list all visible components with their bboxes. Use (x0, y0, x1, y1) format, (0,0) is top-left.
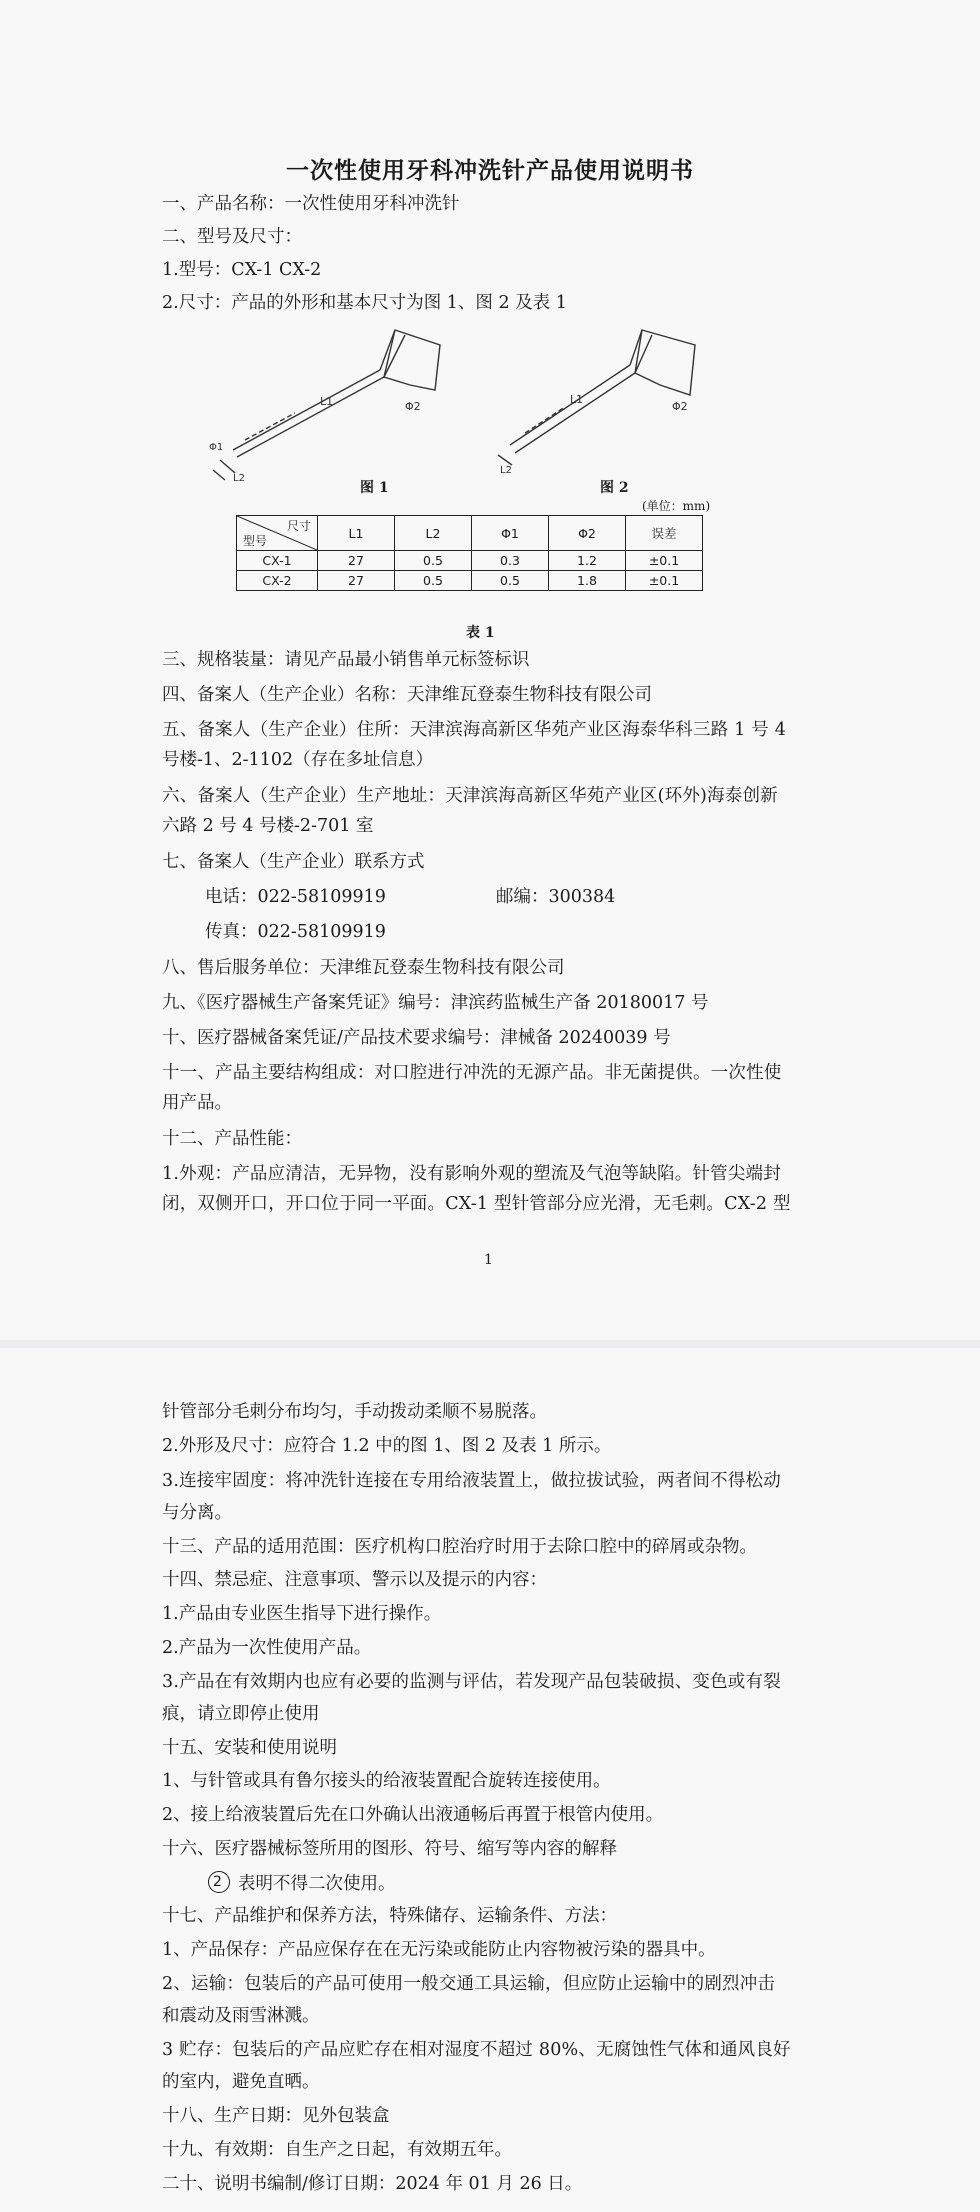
table-header: Φ2 (549, 516, 626, 551)
table-cell: ±0.1 (626, 571, 703, 591)
text-line: 一、产品名称：一次性使用牙科冲洗针 (162, 194, 460, 214)
table-header: 误差 (626, 516, 703, 551)
page-number: 1 (484, 1252, 493, 1268)
document-title: 一次性使用牙科冲洗针产品使用说明书 (286, 157, 694, 184)
contact-fax: 传真：022-58109919 (205, 922, 386, 942)
text-line: 十一、产品主要结构组成：对口腔进行冲洗的无源产品。非无菌提供。一次性使 (162, 1063, 782, 1083)
table-cell: 0.5 (395, 551, 472, 571)
table-cell: 27 (318, 571, 395, 591)
text-line: 十五、安装和使用说明 (162, 1738, 337, 1758)
contact-phone: 电话：022-58109919 (205, 887, 386, 907)
symbol-explanation (208, 1871, 396, 1896)
table-cell: 1.8 (549, 571, 626, 591)
text-line: 三、规格装量：请见产品最小销售单元标签标识 (162, 650, 530, 670)
text-line: 2.产品为一次性使用产品。 (162, 1638, 372, 1658)
text-line: 号楼-1、2-1102（存在多址信息） (162, 750, 434, 770)
text-line: 3.产品在有效期内也应有必要的监测与评估，若发现产品包装破损、变色或有裂 (162, 1672, 781, 1692)
table-corner-cell (237, 516, 318, 551)
text-line: 十三、产品的适用范围：医疗机构口腔治疗时用于去除口腔中的碎屑或杂物。 (162, 1537, 757, 1557)
text-line: 十四、禁忌症、注意事项、警示以及提示的内容： (162, 1570, 547, 1590)
table-row (237, 551, 703, 571)
dim-label-phi1: Φ1 (209, 442, 224, 453)
text-line: 针管部分毛刺分布均匀，手动拨动柔顺不易脱落。 (162, 1402, 547, 1422)
text-line: 用产品。 (162, 1093, 232, 1113)
text-line: 3 贮存：包装后的产品应贮存在相对湿度不超过 80%、无腐蚀性气体和通风良好 (162, 2040, 791, 2060)
text-line: 2、运输：包装后的产品可使用一般交通工具运输，但应防止运输中的剧烈冲击 (162, 1974, 776, 1994)
symbol-text: 表明不得二次使用。 (238, 1874, 396, 1894)
dim-label-l2: L2 (233, 473, 245, 484)
text-line: 与分离。 (162, 1503, 232, 1523)
table-cell: 0.3 (472, 551, 549, 571)
dimension-table (236, 515, 703, 591)
text-line: 1.产品由专业医生指导下进行操作。 (162, 1604, 442, 1624)
table-cell: 1.2 (549, 551, 626, 571)
text-line: 九、《医疗器械生产备案凭证》编号：津滨药监械生产备 20180017 号 (162, 993, 709, 1013)
table-caption: 表 1 (466, 625, 495, 641)
table-cell: 0.5 (395, 571, 472, 591)
table-cell: ±0.1 (626, 551, 703, 571)
corner-label-size: 尺寸 (286, 519, 311, 533)
text-line: 痕，请立即停止使用 (162, 1704, 320, 1724)
corner-label-model: 型号 (243, 534, 268, 548)
table-cell: 27 (318, 551, 395, 571)
fig2-dim-l1: L1 (570, 393, 584, 406)
dim-label-l1: L1 (320, 395, 334, 408)
table-header: L2 (395, 516, 472, 551)
table-header: Φ1 (472, 516, 549, 551)
figure-2-drawing (490, 325, 720, 480)
text-line: 六、备案人（生产企业）生产地址：天津滨海高新区华苑产业区(环外)海泰创新 (162, 786, 778, 806)
text-line: 二十、说明书编制/修订日期：2024 年 01 月 26 日。 (162, 2174, 583, 2194)
text-line: 四、备案人（生产企业）名称：天津维瓦登泰生物科技有限公司 (162, 685, 652, 705)
text-line: 十、医疗器械备案凭证/产品技术要求编号：津械备 20240039 号 (162, 1028, 671, 1048)
contact-postcode: 邮编：300384 (496, 887, 616, 907)
table-header: L1 (318, 516, 395, 551)
text-line: 2.尺寸：产品的外形和基本尺寸为图 1、图 2 及表 1 (162, 293, 567, 313)
table-row (237, 571, 703, 591)
text-line: 2.外形及尺寸：应符合 1.2 中的图 1、图 2 及表 1 所示。 (162, 1436, 612, 1456)
text-line: 八、售后服务单位：天津维瓦登泰生物科技有限公司 (162, 958, 565, 978)
text-line: 3.连接牢固度：将冲洗针连接在专用给液装置上，做拉拔试验，两者间不得松动 (162, 1471, 781, 1491)
fig2-dim-l2: L2 (500, 465, 512, 476)
figure-1-label: 图 1 (360, 480, 389, 496)
text-line: 五、备案人（生产企业）住所：天津滨海高新区华苑产业区海泰华科三路 1 号 4 (162, 720, 787, 740)
fig2-dim-phi2: Φ2 (672, 400, 688, 413)
text-line: 闭，双侧开口，开口位于同一平面。CX-1 型针管部分应光滑，无毛刺。CX-2 型 (162, 1194, 791, 1214)
table-cell-model: CX-2 (237, 571, 318, 591)
table-unit: (单位：mm) (642, 499, 711, 513)
table-header-row (237, 516, 703, 551)
do-not-reuse-icon: 2 (208, 1871, 230, 1893)
figure-1-drawing (205, 325, 465, 485)
text-line: 1、产品保存：产品应保存在在无污染或能防止内容物被污染的器具中。 (162, 1940, 716, 1960)
text-line: 1、与针管或具有鲁尔接头的给液装置配合旋转连接使用。 (162, 1771, 611, 1791)
text-line: 1.型号：CX-1 CX-2 (162, 260, 322, 280)
text-line: 十九、有效期：自生产之日起，有效期五年。 (162, 2140, 512, 2160)
document-page-2 (0, 1348, 980, 2212)
text-line: 十八、生产日期：见外包装盒 (162, 2106, 390, 2126)
text-line: 二、型号及尺寸： (162, 227, 302, 247)
text-line: 十六、医疗器械标签所用的图形、符号、缩写等内容的解释 (162, 1839, 617, 1859)
table-cell-model: CX-1 (237, 551, 318, 571)
text-line: 和震动及雨雪淋溅。 (162, 2006, 320, 2026)
table-cell: 0.5 (472, 571, 549, 591)
text-line: 十二、产品性能： (162, 1129, 302, 1149)
text-line: 1.外观：产品应清洁，无异物，没有影响外观的塑流及气泡等缺陷。针管尖端封 (162, 1164, 781, 1184)
text-line: 七、备案人（生产企业）联系方式 (162, 852, 425, 872)
figure-2-label: 图 2 (600, 480, 629, 496)
dim-label-phi2: Φ2 (405, 400, 421, 413)
text-line: 六路 2 号 4 号楼-2-701 室 (162, 816, 374, 836)
text-line: 十七、产品维护和保养方法，特殊储存、运输条件、方法： (162, 1906, 617, 1926)
text-line: 的室内，避免直晒。 (162, 2072, 320, 2092)
text-line: 2、接上给液装置后先在口外确认出液通畅后再置于根管内使用。 (162, 1805, 664, 1825)
